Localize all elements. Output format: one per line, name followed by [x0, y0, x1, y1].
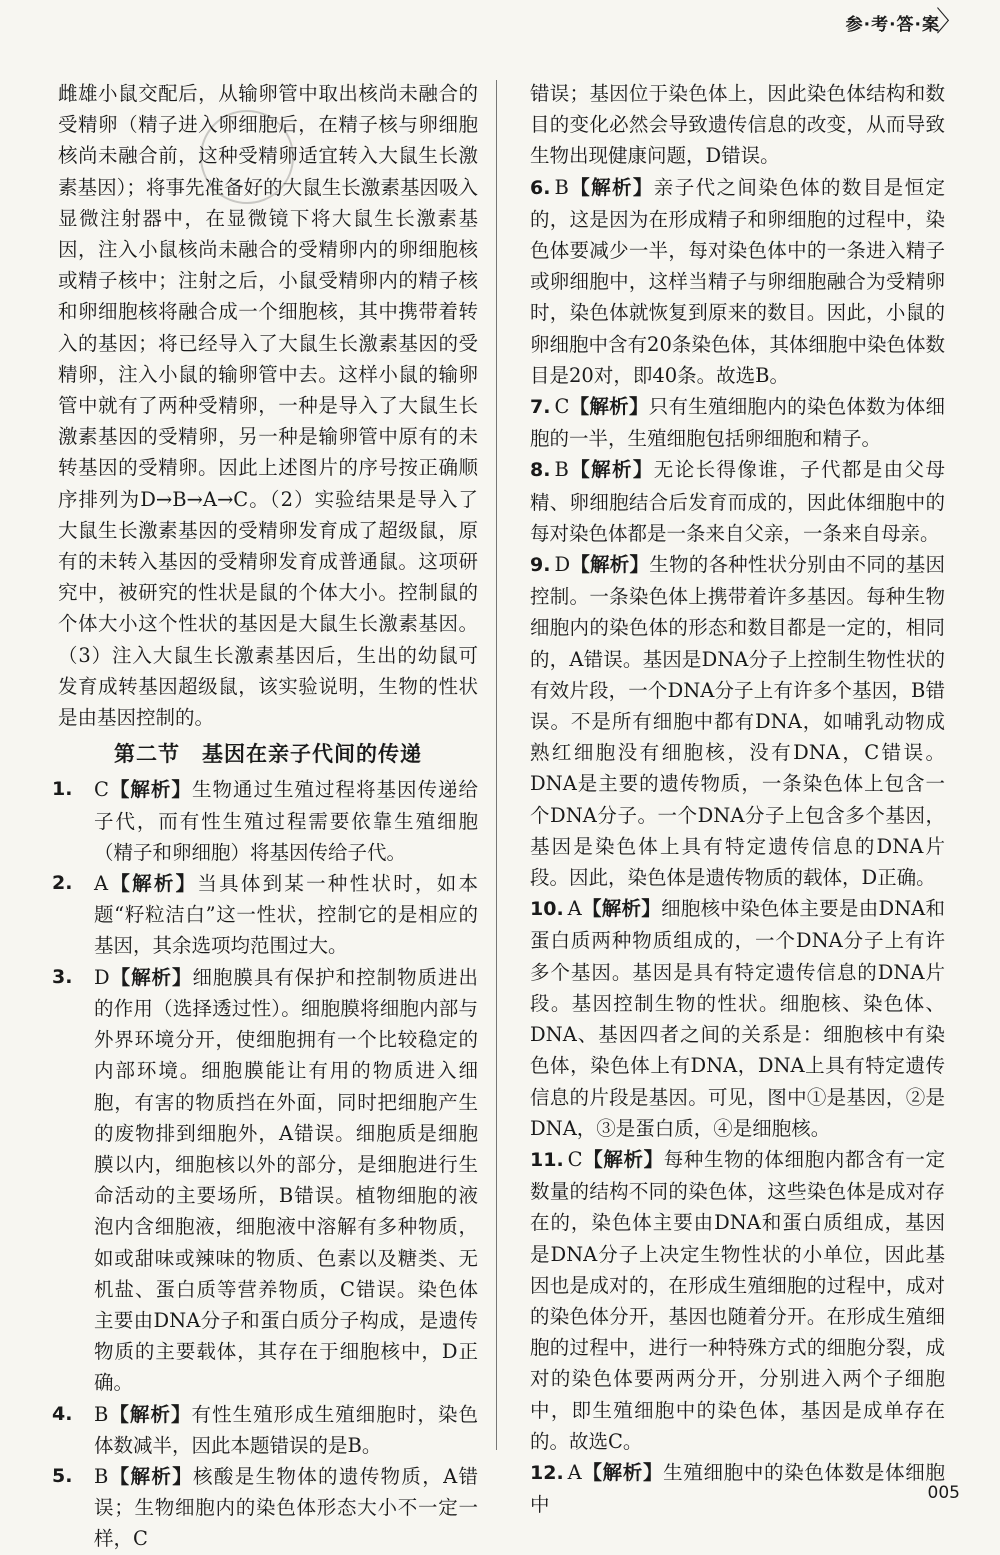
item-number: 9. [530, 554, 551, 577]
left-column [52, 78, 478, 1555]
analysis-tag: 【解析】 [581, 1460, 664, 1484]
item-text: 生物通过生殖过程将基因传递给子代，而有性生殖过程需要依靠生殖细胞（精子和卵细胞）将基因传给子代。 [94, 778, 478, 864]
section-title: 第二节 基因在亲子代间的传递 [114, 742, 422, 767]
item-text: 核酸是生物体的遗传物质，A错误；生物细胞内的染色体形态大小不一定一样，C [94, 1464, 478, 1551]
answer-item-10 [530, 893, 945, 1144]
item-text: 无论长得像谁，子代都是由父母精、卵细胞结合后发育而成的，因此体细胞中的每对染色体都是一条来自父亲，一条来自母亲。 [530, 458, 945, 545]
analysis-tag: 【解析】 [108, 1464, 194, 1488]
answer-item-5 [52, 1461, 478, 1555]
right-column [530, 78, 945, 1520]
item-text: 生殖细胞中的染色体数是体细胞中 [530, 1460, 945, 1517]
answer-item-2 [52, 868, 478, 962]
answer-item-11 [530, 1144, 945, 1457]
answer-letter: D [94, 965, 110, 989]
answer-item-12 [530, 1457, 945, 1520]
item-number: 7. [530, 396, 551, 419]
item-text: 生物的各种性状分别由不同的基因控制。一条染色体上携带着许多基因。每种生物细胞内的染色体的形态和数目都是一定的，相同的，A错误。基因是DNA分子上控制生物性状的有效片段，一个DNA分子上有许多个基因，B错误。不是所有细胞中都有DNA，如哺乳动物成熟红细胞没有细胞核，没有DNA，C错误。DNA是主要的遗传物质，一条染色体上包含一个DNA分子。一个DNA分子上包含多个基因，基因是染色体上具有特定遗传信息的DNA片段。因此，染色体是遗传物质的载体，D正确。 [530, 553, 945, 890]
item-number: 4. [52, 1402, 73, 1425]
intro-paragraph: 雌雄小鼠交配后，从输卵管中取出核尚未融合的受精卵（精子进入卵细胞后，在精子核与卵细胞核尚未融合前，这种受精卵适宜转入大鼠生长激素基因）；将事先准备好的大鼠生长激素基因吸入显微注射器中，在显微镜下将大鼠生长激素基因，注入小鼠核尚未融合的受精卵内的卵细胞核或精子核中；注射之后，小鼠受精卵内的精子核和卵细胞核将融合成一个细胞核，其中携带着转入的基因；将已经导入了大鼠生长激素基因的受精卵，注入小鼠的输卵管中去。这样小鼠的输卵管中就有了两种受精卵，一种是导入了大鼠生长激素基因的受精卵，另一种是输卵管中原有的未转基因的受精卵。因此上述图片的序号按正确顺序排列为D→B→A→C。（2）实验结果是导入了大鼠生长激素基因的受精卵发育成了超级鼠，原有的未转入基因的受精卵发育成普通鼠。这项研究中，被研究的性状是鼠的个体大小。控制鼠的个体大小这个性状的基因是大鼠生长激素基因。（3）注入大鼠生长激素基因后，生出的幼鼠可发育成转基因超级鼠，该实验说明，生物的性状是由基因控制的。 [58, 82, 478, 730]
item-text: 亲子代之间染色体的数目是恒定的，这是因为在形成精子和卵细胞的过程中，染色体要减少一半，每对染色体中的一条进入精子或卵细胞中，这样当精子与卵细胞融合为受精卵时，染色体就恢复到原来的数目。因此，小鼠的卵细胞中含有20条染色体，其体细胞中染色体数目是20对，即40条。故选B。 [530, 175, 945, 387]
analysis-tag: 【解析】 [108, 778, 192, 802]
answer-item-6 [530, 172, 945, 391]
analysis-tag: 【解析】 [109, 965, 193, 989]
left-items [52, 774, 478, 1554]
item-number: 10. [530, 898, 564, 921]
item-text: 只有生殖细胞内的染色体数为体细胞的一半，生殖细胞包括卵细胞和精子。 [530, 395, 945, 451]
item-text: 每种生物的体细胞内都含有一定数量的结构不同的染色体，这些染色体是成对存在的，染色体主要由DNA和蛋白质组成，基因是DNA分子上决定生物性状的小单位，因此基因也是成对的，在形成生殖细胞的过程中，成对的染色体分开，基因也随着分开。在形成生殖细胞的过程中，进行一种特殊方式的细胞分裂，成对的染色体要两两分开，分别进入两个子细胞中，即生殖细胞中的染色体，基因是成单存在的。故选C。 [530, 1147, 945, 1453]
chevron-right-icon: 〉 [935, 5, 964, 38]
analysis-tag: 【解析】 [568, 175, 654, 199]
item-number: 1. [52, 778, 73, 801]
answer-letter: A [94, 872, 109, 896]
page-number: 005 [927, 1483, 960, 1503]
answer-item-7 [530, 391, 945, 454]
header-title: 参·考·答·案 [845, 15, 940, 35]
analysis-tag: 【解析】 [582, 1147, 664, 1171]
item-number: 3. [52, 965, 73, 988]
item-text: 当具体到某一种性状时，如本题“籽粒洁白”这一性状，控制它的是相应的基因，其余选项均范围过大。 [94, 872, 478, 958]
answer-letter: B [554, 458, 569, 482]
answer-item-1 [52, 774, 478, 868]
analysis-tag: 【解析】 [108, 1402, 192, 1426]
item-number: 11. [530, 1148, 564, 1171]
item-number: 5. [52, 1464, 73, 1487]
answer-item-4 [52, 1399, 478, 1461]
item-text: 有性生殖形成生殖细胞时，染色体数减半，因此本题错误的是B。 [94, 1402, 478, 1457]
answer-item-9 [530, 549, 945, 893]
answer-item-3 [52, 962, 478, 1399]
analysis-tag: 【解析】 [568, 458, 654, 482]
answer-letter: B [94, 1464, 109, 1488]
item-number: 12. [530, 1461, 564, 1484]
item-number: 8. [530, 459, 551, 482]
item-number: 2. [52, 872, 73, 895]
item-text: 细胞膜具有保护和控制物质进出的作用（选择透过性）。细胞膜将细胞内部与外界环境分开，使细胞拥有一个比较稳定的内部环境。细胞膜能让有用的物质进入细胞，有害的物质挡在外面，同时把细胞产生的废物排到细胞外，A错误。细胞质是细胞膜以内，细胞核以外的部分，是细胞进行生命活动的主要场所，B错误。植物细胞的液泡内含细胞液，细胞液中溶解有多种物质，如或甜味或辣味的物质、色素以及糖类、无机盐、蛋白质等营养物质，C错误。染色体主要由DNA分子和蛋白质分子构成，是遗传物质的主要载体，其存在于细胞核中，D正确。 [94, 965, 478, 1395]
answer-letter: C [94, 778, 109, 802]
answer-letter: B [94, 1402, 109, 1426]
analysis-tag: 【解析】 [569, 395, 649, 419]
answer-item-8 [530, 454, 945, 549]
answer-letter: B [554, 175, 569, 199]
analysis-tag: 【解析】 [570, 553, 650, 577]
item-text: 细胞核中染色体主要是由DNA和蛋白质两种物质组成的，一个DNA分子上有许多个基因。基因是具有特定遗传信息的DNA片段。基因控制生物的性状。细胞核、染色体、DNA、基因四者之间的关系是：细胞核中有染色体，染色体上有DNA，DNA上具有特定遗传信息的片段是基因。可见，图中①是基因，②是DNA，③是蛋白质，④是细胞核。 [530, 897, 945, 1140]
continued-paragraph: 错误；基因位于染色体上，因此染色体结构和数目的变化必然会导致遗传信息的改变，从而导致生物出现健康问题，D错误。 [530, 82, 945, 168]
answer-letter: D [554, 553, 571, 577]
answer-letter: A [567, 1460, 582, 1484]
answer-letter: C [567, 1147, 583, 1171]
analysis-tag: 【解析】 [108, 872, 198, 896]
item-number: 6. [530, 176, 551, 199]
answer-letter: C [554, 395, 570, 419]
column-divider [496, 80, 497, 1450]
analysis-tag: 【解析】 [581, 897, 662, 921]
answer-letter: A [567, 897, 582, 921]
